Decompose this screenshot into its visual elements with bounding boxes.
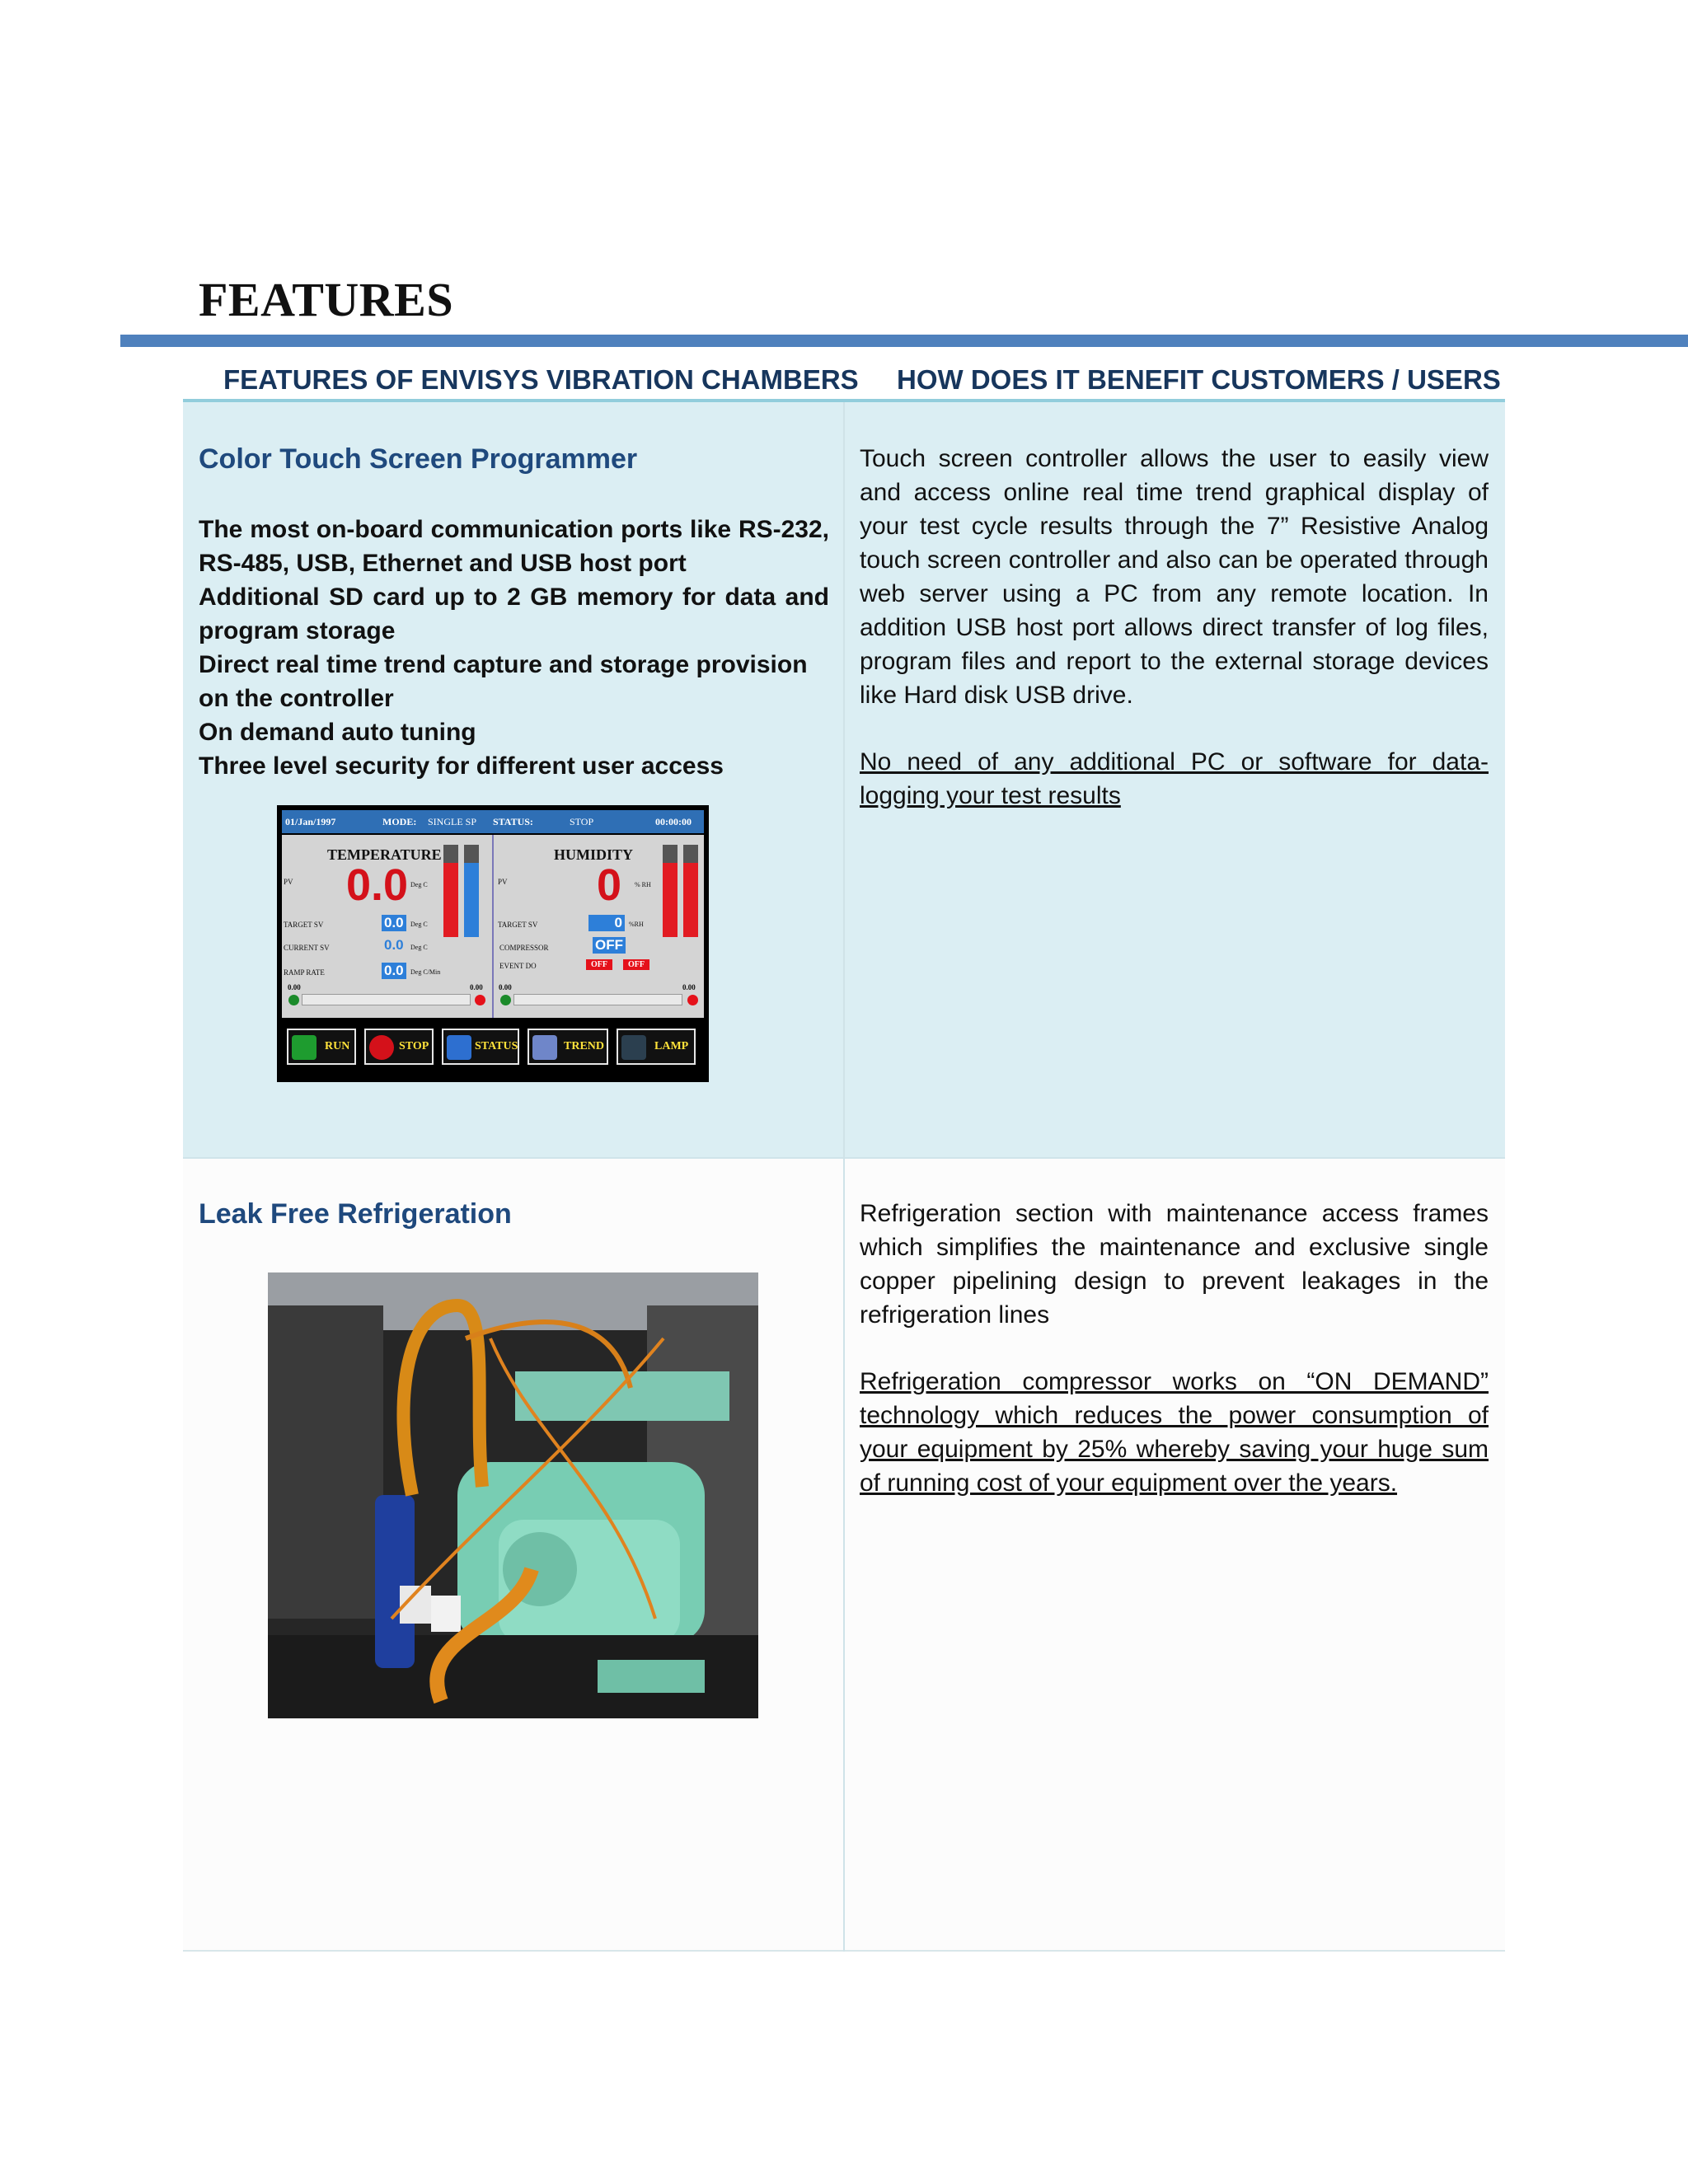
feature-point: Three level security for different user access [199, 752, 724, 780]
hmi-hum-target-value[interactable]: 0 [588, 915, 625, 931]
hmi-hum-bar-2 [683, 845, 698, 937]
benefit-paragraph-touch-screen: Touch screen controller allows the user to easily view and access online real time trend graphical display of your test cycle results through the 7” Resistive Analog touch screen controller and also can be operated through web server using a PC from any remote location. In addition USB host port allows direct transfer of log files, program files and report to the external storage devices like Hard disk USB drive. [860, 445, 1489, 709]
hmi-temp-target-label: TARGET SV [284, 921, 324, 929]
hmi-temp-bar-2 [464, 845, 479, 937]
title-rule [120, 335, 1688, 347]
hmi-hum-pv-value: 0 [597, 860, 622, 910]
stop-icon [369, 1035, 394, 1060]
hmi-compressor-label: COMPRESSOR [499, 944, 549, 952]
touch-screen-controller-image [277, 805, 709, 1082]
hmi-trend-button[interactable]: TREND [528, 1029, 608, 1065]
benefit-underlined-touch-screen: No need of any additional PC or software for data-logging your test results [860, 748, 1489, 809]
hmi-hum-target-label: TARGET SV [498, 921, 538, 929]
hmi-compressor-value[interactable]: OFF [593, 937, 626, 954]
feature-point: Additional SD card up to 2 GB memory for data and program storage [199, 583, 829, 644]
hmi-hum-prog-start: 0.00 [499, 983, 512, 991]
column-divider [843, 402, 845, 1952]
trend-chart-icon [532, 1035, 557, 1060]
hmi-hum-target-unit: %RH [629, 921, 644, 928]
feature-points-list [199, 513, 829, 783]
hmi-time: 00:00:00 [655, 816, 692, 827]
play-icon [292, 1035, 316, 1060]
hmi-hum-pv-label: PV [498, 878, 508, 886]
hmi-temperature-title: TEMPERATURE [327, 846, 442, 863]
hmi-temp-bar-1 [443, 845, 458, 937]
hmi-hum-start-dot [500, 995, 511, 1005]
column-header-benefits: HOW DOES IT BENEFIT CUSTOMERS / USERS [897, 364, 1501, 395]
hmi-status-bar [282, 810, 704, 833]
page-title: FEATURES [199, 273, 454, 326]
hmi-temp-start-dot [288, 995, 299, 1005]
hmi-divider [492, 835, 494, 1018]
hmi-temp-current-label: CURRENT SV [284, 944, 330, 952]
hmi-status-button[interactable]: STATUS [442, 1029, 519, 1065]
hmi-temp-ramp-value[interactable]: 0.0 [382, 963, 406, 979]
hmi-temp-prog-start: 0.00 [288, 983, 301, 991]
feature-title-touch-screen: Color Touch Screen Programmer [199, 443, 638, 475]
hmi-temp-end-dot [475, 995, 485, 1005]
hmi-mode-value: SINGLE SP [428, 816, 477, 827]
hmi-button-bar [282, 1020, 704, 1080]
hmi-temp-current-unit: Deg C [410, 944, 428, 951]
hmi-date: 01/Jan/1997 [285, 816, 336, 827]
hmi-hum-end-dot [687, 995, 698, 1005]
hmi-event-label: EVENT DO [499, 962, 537, 970]
hmi-temp-ramp-unit: Deg C/Min [410, 968, 441, 976]
benefit-paragraph-refrigeration: Refrigeration section with maintenance access frames which simplifies the maintenance and exclusive single copper pipelining design to prevent leakages in the refrigeration lines [860, 1200, 1489, 1329]
feature-point: On demand auto tuning [199, 719, 476, 746]
hmi-hum-prog-end: 0.00 [682, 983, 696, 991]
hmi-temp-ramp-label: RAMP RATE [284, 968, 325, 977]
hmi-temp-pv-label: PV [284, 878, 293, 886]
feature-point: Direct real time trend capture and storage provision on the controller [199, 651, 808, 712]
lamp-icon [621, 1035, 646, 1060]
benefit-underlined-refrigeration: Refrigeration compressor works on “ON DEMAND” technology which reduces the power consumption of your equipment by 25% whereby saving your huge sum of running cost of your equipment over the years. [860, 1368, 1489, 1497]
hmi-temp-target-unit: Deg C [410, 921, 428, 928]
hmi-stop-button[interactable]: STOP [364, 1029, 434, 1065]
compressor-illustration [268, 1272, 758, 1718]
info-icon [447, 1035, 471, 1060]
hmi-event-2[interactable]: OFF [623, 959, 649, 970]
hmi-temp-target-value[interactable]: 0.0 [382, 915, 406, 931]
hmi-temp-pv-value: 0.0 [346, 860, 409, 910]
hmi-hum-bar-1 [663, 845, 678, 937]
hmi-lamp-button[interactable]: LAMP [617, 1029, 696, 1065]
feature-title-refrigeration: Leak Free Refrigeration [199, 1198, 512, 1230]
refrigeration-compressor-photo [268, 1272, 758, 1718]
column-header-features: FEATURES OF ENVISYS VIBRATION CHAMBERS [223, 364, 859, 395]
hmi-hum-progress [513, 994, 682, 1005]
hmi-run-button[interactable]: RUN [287, 1029, 356, 1065]
hmi-temp-prog-end: 0.00 [470, 983, 483, 991]
feature-point: The most on-board communication ports like RS-232, RS-485, USB, Ethernet and USB host port [199, 516, 829, 577]
hmi-temp-progress [302, 994, 471, 1005]
hmi-status-value: STOP [570, 816, 594, 827]
hmi-hum-pv-unit: % RH [635, 881, 651, 888]
hmi-event-1[interactable]: OFF [586, 959, 612, 970]
hmi-temp-pv-unit: Deg C [410, 881, 428, 888]
hmi-humidity-title: HUMIDITY [554, 846, 634, 863]
hmi-panel [282, 835, 704, 1018]
hmi-status-label: STATUS: [493, 816, 533, 827]
hmi-mode-label: MODE: [382, 816, 417, 827]
hmi-temp-current-value: 0.0 [384, 937, 404, 953]
